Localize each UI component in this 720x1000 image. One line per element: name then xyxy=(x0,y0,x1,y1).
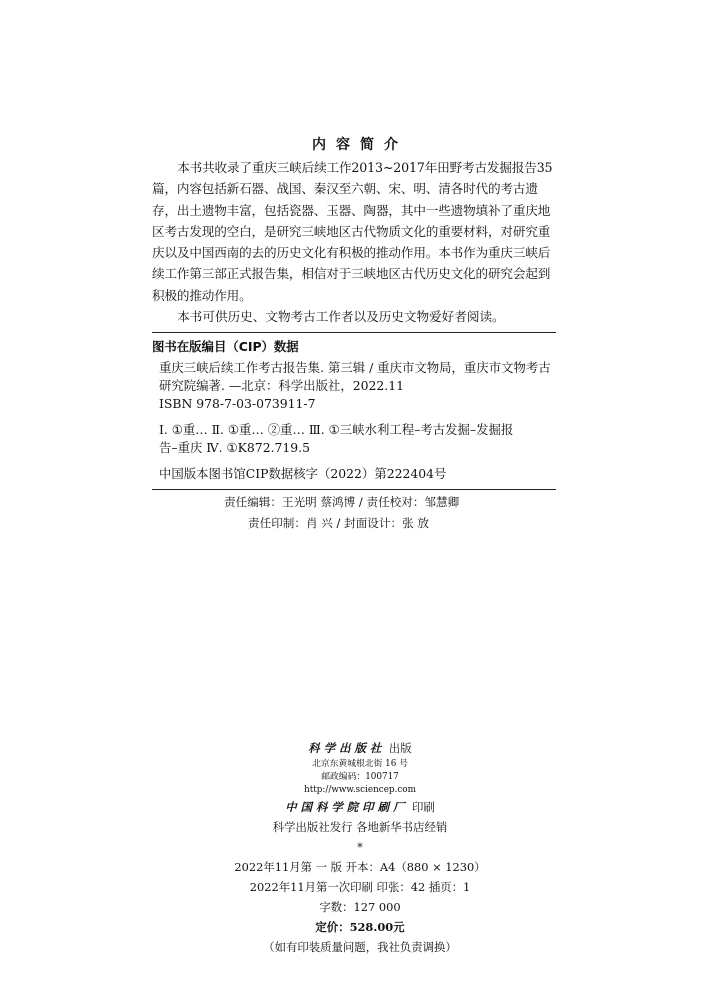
edition-line: 2022年11月第 一 版 开本：A4（880 × 1230） xyxy=(234,860,486,874)
publisher-logo-text: 科学出版社 xyxy=(308,741,386,755)
intro-paragraph-2: 本书可供历史、文物考古工作者以及历史文物爱好者阅读。 xyxy=(177,309,505,325)
cip-number: 中国版本图书馆CIP数据核字（2022）第222404号 xyxy=(159,466,447,481)
publisher-url: http://www.sciencep.com xyxy=(304,785,416,795)
colophon xyxy=(0,738,720,957)
printer-logo-text: 中国科学院印刷厂 xyxy=(285,800,409,814)
cip-entry-line-2: 研究院编著. —北京：科学出版社，2022.11 xyxy=(159,378,404,393)
intro-title: 内容简介 xyxy=(312,137,408,153)
cip-entry-line-1: 重庆三峡后续工作考古报告集. 第三辑 / 重庆市文物局，重庆市文物考古 xyxy=(159,360,551,375)
intro-body xyxy=(152,157,556,327)
publisher-suffix: 出版 xyxy=(388,741,412,755)
distribution-line: 科学出版社发行 各地新华书店经销 xyxy=(272,820,448,834)
word-count: 字数：127 000 xyxy=(319,900,401,914)
publisher-address: 北京东黄城根北街 16 号 xyxy=(312,759,408,769)
cip-block xyxy=(152,332,556,490)
publisher-postcode: 邮政编码：100717 xyxy=(321,772,399,782)
price: 定价：528.00元 xyxy=(315,920,405,934)
publisher-line xyxy=(0,738,720,758)
printing-line: 2022年11月第一次印刷 印张：42 插页：1 xyxy=(249,880,471,894)
intro-paragraph-1: 本书共收录了重庆三峡后续工作2013~2017年田野考古发掘报告35篇，内容包括新石器、战国、秦汉至六朝、宋、明、清各时代的考古遗存，出土遗物丰富，包括瓷器、玉器、陶器，其中一些遗物填补了重庆地区考古发现的空白，是研究三峡地区古代物质文化的重要材料，对研究重庆以及中国西南的去的历史文化有积极的推动作用。本书作为重庆三峡后续工作第三部正式报告集，相信对于三峡地区古代历史文化的研究会起到积极的推动作用。 xyxy=(152,160,553,303)
cip-isbn: ISBN 978-7-03-073911-7 xyxy=(159,396,316,411)
cip-classification-line-2: 告–重庆 Ⅳ. ①K872.719.5 xyxy=(159,440,310,455)
printer-line xyxy=(0,797,720,817)
separator-mark: * xyxy=(357,840,363,854)
staff-line-editors: 责任编辑：王光明 蔡鸿博 / 责任校对：邹慧卿 xyxy=(224,495,460,509)
staff-line-printing: 责任印制：肖 兴 / 封面设计：张 放 xyxy=(248,516,429,530)
staff-credits xyxy=(0,492,720,534)
printer-suffix: 印刷 xyxy=(411,800,435,814)
cip-heading: 图书在版编目（CIP）数据 xyxy=(152,339,299,354)
cip-classification-line-1: Ⅰ. ①重… Ⅱ. ①重… ②重… Ⅲ. ①三峡水利工程–考古发掘–发掘报 xyxy=(159,422,514,437)
quality-notice: （如有印装质量问题，我社负责调换） xyxy=(263,940,457,954)
